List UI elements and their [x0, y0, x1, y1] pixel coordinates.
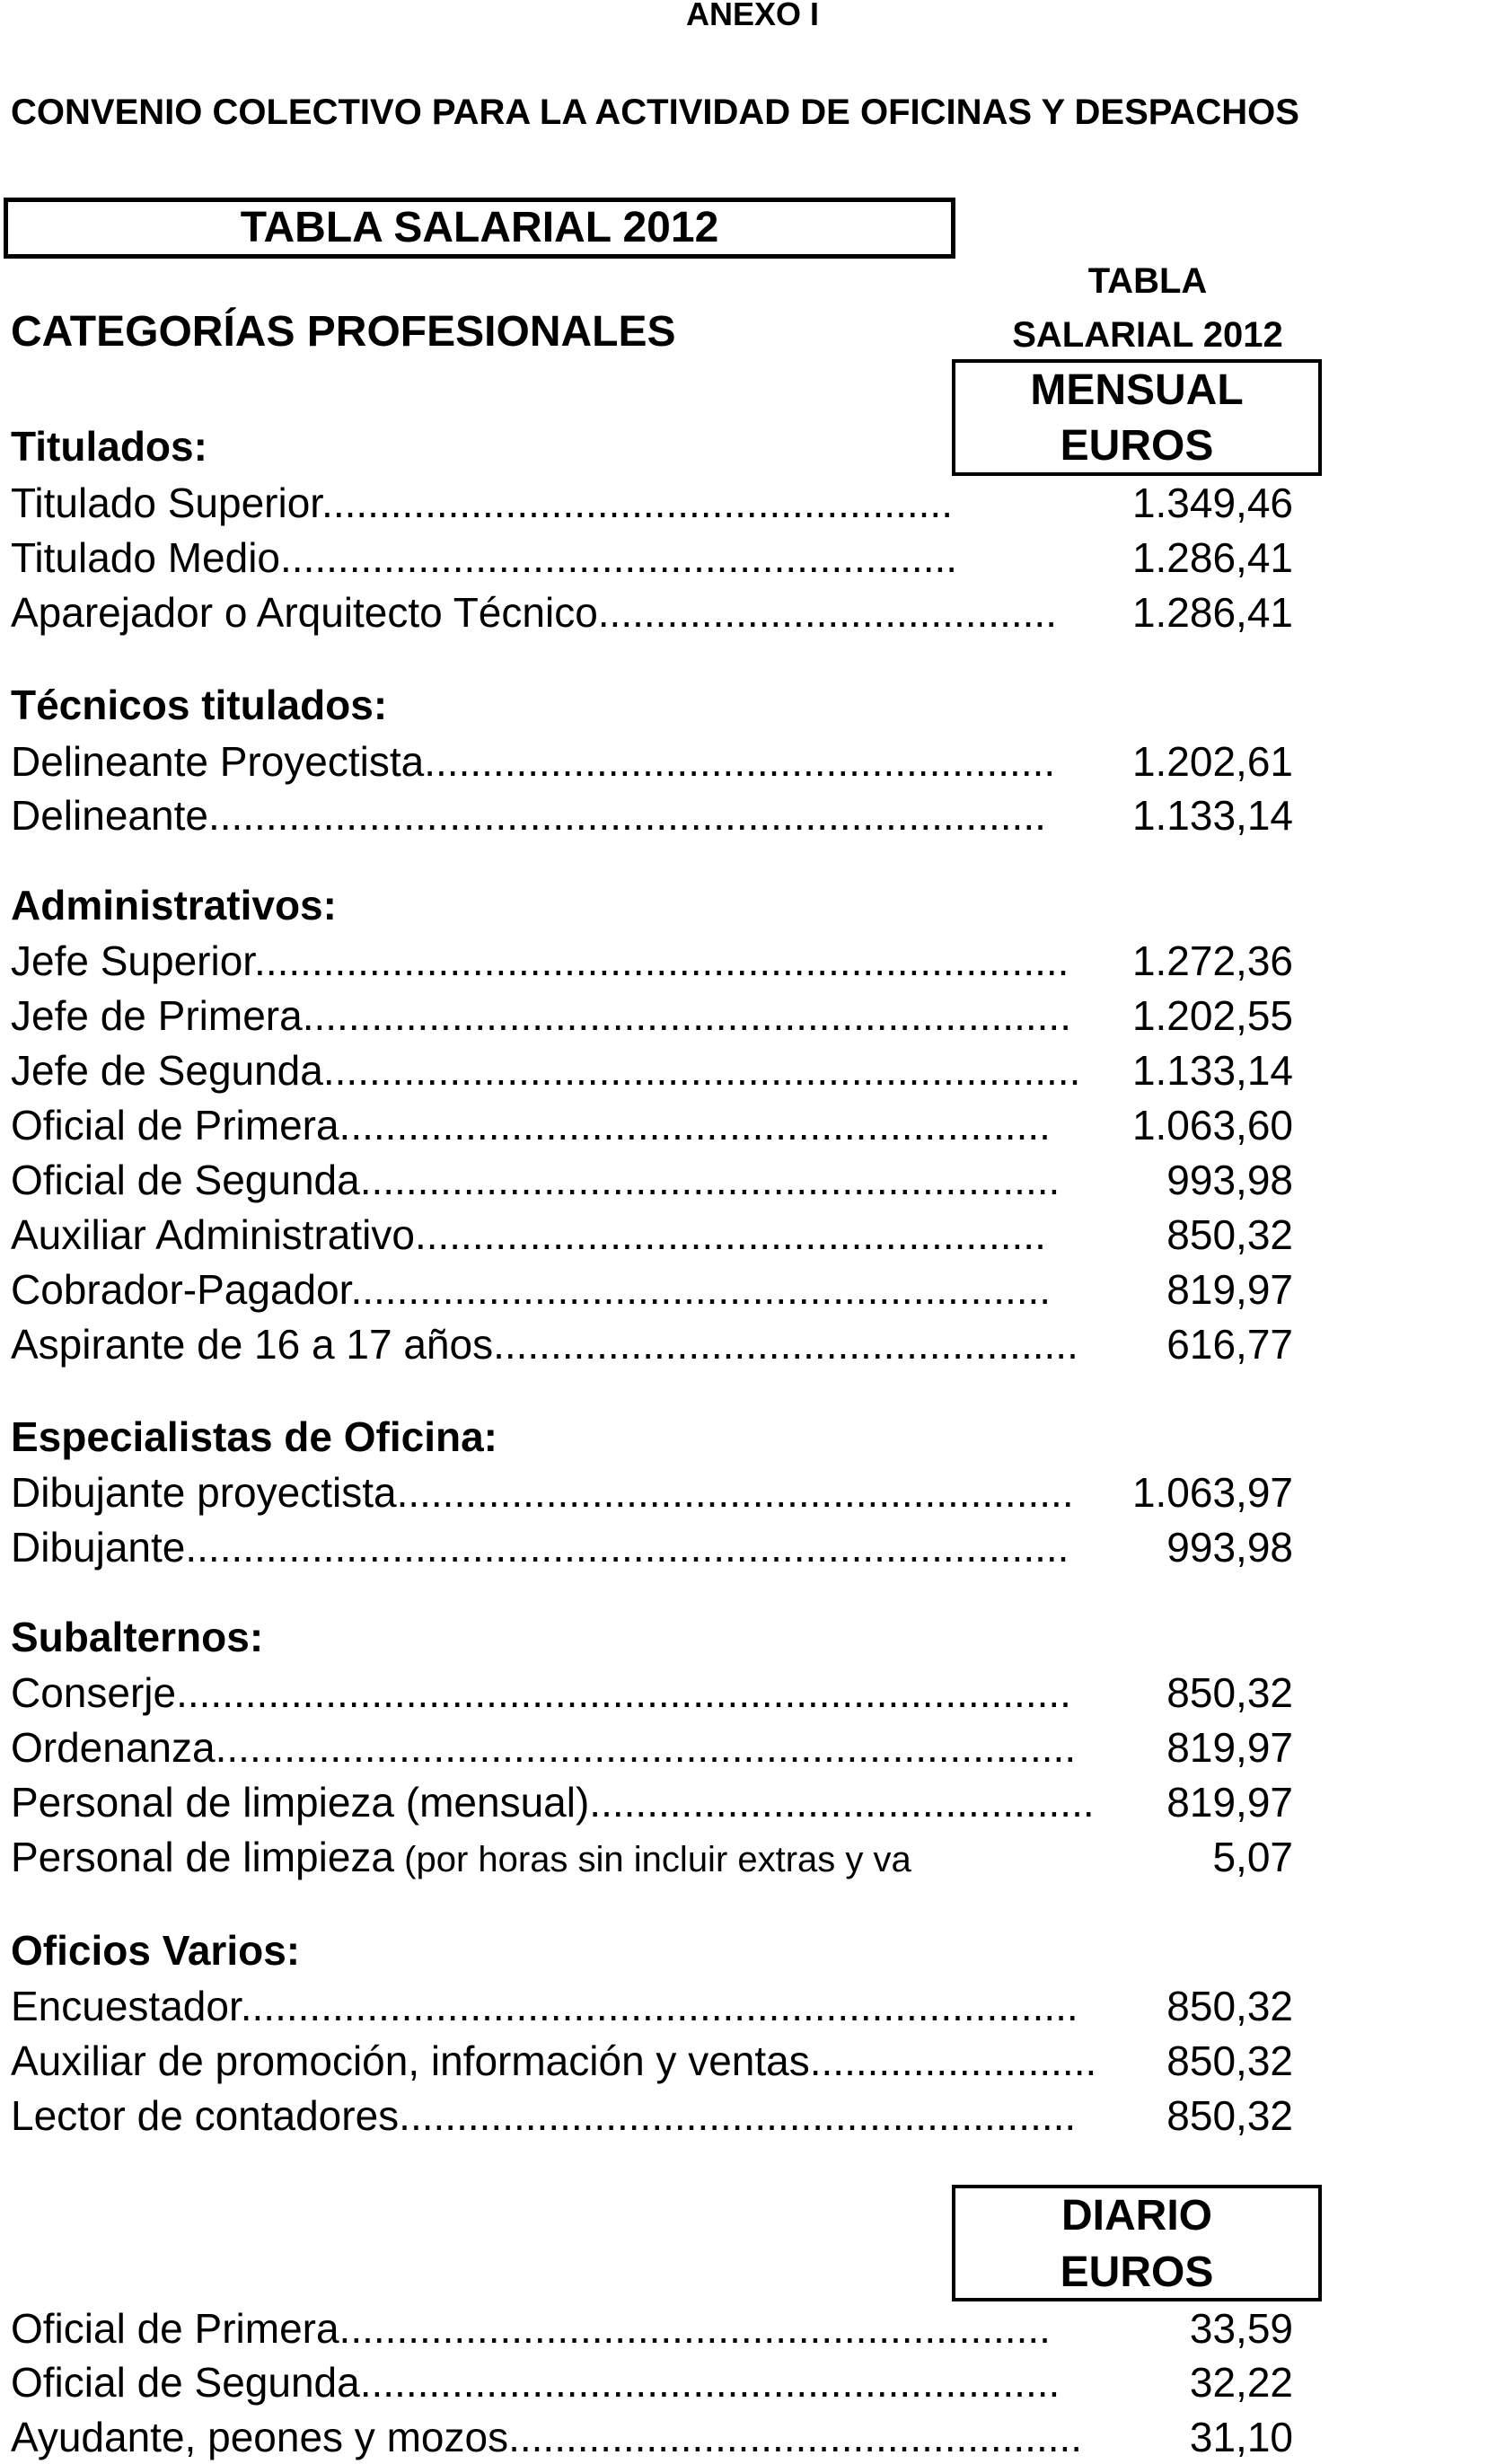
row-label: Ayudante, peones y mozos..................................................: [11, 2414, 1083, 2460]
categories-header: CATEGORÍAS PROFESIONALES: [11, 308, 676, 356]
salary-row: [0, 1263, 1505, 1316]
row-label: [11, 1830, 952, 1887]
row-value: 1.286,41: [1131, 589, 1293, 636]
row-value: 1.202,55: [1131, 992, 1293, 1039]
row-value: 850,32: [1166, 2037, 1293, 2084]
row-label: Oficial de Segunda.............................................................: [11, 2359, 1061, 2406]
row-value: 31,10: [1189, 2414, 1293, 2460]
section-title: Especialistas de Oficina:: [11, 1413, 498, 1460]
salary-row: [0, 934, 1505, 988]
section-title: Titulados:: [11, 423, 207, 470]
row-value: 32,22: [1189, 2359, 1293, 2406]
row-label: Oficial de Primera..............................................................: [11, 2305, 1051, 2352]
salary-row: [0, 531, 1505, 585]
row-value: 850,32: [1166, 2092, 1293, 2139]
salary-row: [0, 1979, 1505, 2033]
row-value: 616,77: [1166, 1321, 1293, 1368]
row-label: Encuestador.........................................................................: [11, 1983, 1078, 2029]
table-title: TABLA SALARIAL 2012: [240, 204, 719, 251]
row-label: Delineante.........................................................................: [11, 792, 1046, 839]
salary-row: [0, 2301, 1505, 2355]
salary-row: [0, 2034, 1505, 2088]
row-label: Dibujante.............................................................................: [11, 1524, 1069, 1571]
row-label: Aspirante de 16 a 17 años...................................................: [11, 1321, 1078, 1368]
column-header-line1: TABLA: [1087, 261, 1208, 301]
salary-row: [0, 788, 1505, 842]
row-label: Aparejador o Arquitecto Técnico........................................: [11, 589, 1057, 636]
salary-row: [0, 1830, 1505, 1884]
row-label-note: (por horas sin incluir extras y va: [394, 1840, 911, 1879]
row-label: Delineante Proyectista.......................................................: [11, 738, 1056, 785]
section-title: Subalternos:: [11, 1614, 264, 1660]
row-label: Personal de limpieza (mensual)............................................: [11, 1779, 1095, 1826]
row-label: Oficial de Primera..............................................................: [11, 1102, 1051, 1148]
row-value: 1.133,14: [1131, 792, 1293, 839]
row-label: Conserje..............................................................................: [11, 1669, 1071, 1716]
salary-row: [0, 2410, 1505, 2464]
salary-row: [0, 1153, 1505, 1207]
row-value: 1.272,36: [1131, 937, 1293, 984]
salary-row: [0, 1208, 1505, 1262]
row-label: Auxiliar Administrativo.......................................................: [11, 1211, 1046, 1258]
salary-row: [0, 1317, 1505, 1371]
row-label: Oficial de Segunda.............................................................: [11, 1157, 1061, 1203]
monthly-unit-line1: MENSUAL: [1030, 366, 1244, 414]
row-value: 850,32: [1166, 1211, 1293, 1258]
salary-row: [0, 2089, 1505, 2143]
row-value: 819,97: [1166, 1266, 1293, 1313]
daily-unit-line2: EUROS: [1060, 2248, 1214, 2296]
row-value: 1.063,97: [1131, 1469, 1293, 1516]
row-label: Titulado Superior.......................................................: [11, 480, 953, 526]
salary-row: [0, 1520, 1505, 1574]
row-label: Jefe Superior.......................................................................: [11, 937, 1069, 984]
row-value: 1.349,46: [1131, 480, 1293, 526]
row-value: 1.063,60: [1131, 1102, 1293, 1148]
section-title: Técnicos titulados:: [11, 682, 388, 728]
daily-unit-line1: DIARIO: [1061, 2192, 1212, 2240]
row-value: 1.202,61: [1131, 738, 1293, 785]
section-title: Administrativos:: [11, 882, 337, 928]
salary-row: [0, 585, 1505, 639]
section-title: Oficios Varios:: [11, 1927, 301, 1974]
salary-row: [0, 735, 1505, 788]
column-header-line2: SALARIAL 2012: [1012, 315, 1283, 355]
salary-row: [0, 2355, 1505, 2409]
row-value: 33,59: [1189, 2305, 1293, 2352]
salary-row: [0, 1720, 1505, 1774]
row-label-main: Personal de limpieza: [11, 1834, 395, 1880]
annex-title: ANEXO I: [685, 0, 820, 32]
salary-row: [0, 1465, 1505, 1519]
salary-row: [0, 1043, 1505, 1097]
row-value: 819,97: [1166, 1724, 1293, 1771]
monthly-unit-line2: EUROS: [1060, 422, 1214, 470]
row-value: 850,32: [1166, 1983, 1293, 2029]
row-value: 819,97: [1166, 1779, 1293, 1826]
row-label: Dibujante proyectista...........................................................: [11, 1469, 1074, 1516]
convenio-title: CONVENIO COLECTIVO PARA LA ACTIVIDAD DE OFICINAS Y DESPACHOS: [11, 92, 1299, 132]
row-label: Titulado Medio...........................................................: [11, 534, 958, 581]
row-label: Lector de contadores...........................................................: [11, 2092, 1077, 2139]
row-value: 993,98: [1166, 1524, 1293, 1571]
row-value: 5,07: [1212, 1834, 1293, 1880]
salary-row: [0, 1666, 1505, 1720]
salary-row: [0, 1098, 1505, 1152]
salary-row: [0, 476, 1505, 530]
row-label: Jefe de Primera...................................................................: [11, 992, 1071, 1039]
salary-row: [0, 1775, 1505, 1829]
row-value: 993,98: [1166, 1157, 1293, 1203]
row-label: Jefe de Segunda..................................................................: [11, 1047, 1081, 1094]
row-value: 1.286,41: [1131, 534, 1293, 581]
salary-row: [0, 989, 1505, 1043]
row-label: Auxiliar de promoción, información y ventas.........................: [11, 2037, 1097, 2084]
row-label: Cobrador-Pagador.............................................................: [11, 1266, 1052, 1313]
row-value: 1.133,14: [1131, 1047, 1293, 1094]
row-label: Ordenanza...........................................................................: [11, 1724, 1077, 1771]
row-value: 850,32: [1166, 1669, 1293, 1716]
